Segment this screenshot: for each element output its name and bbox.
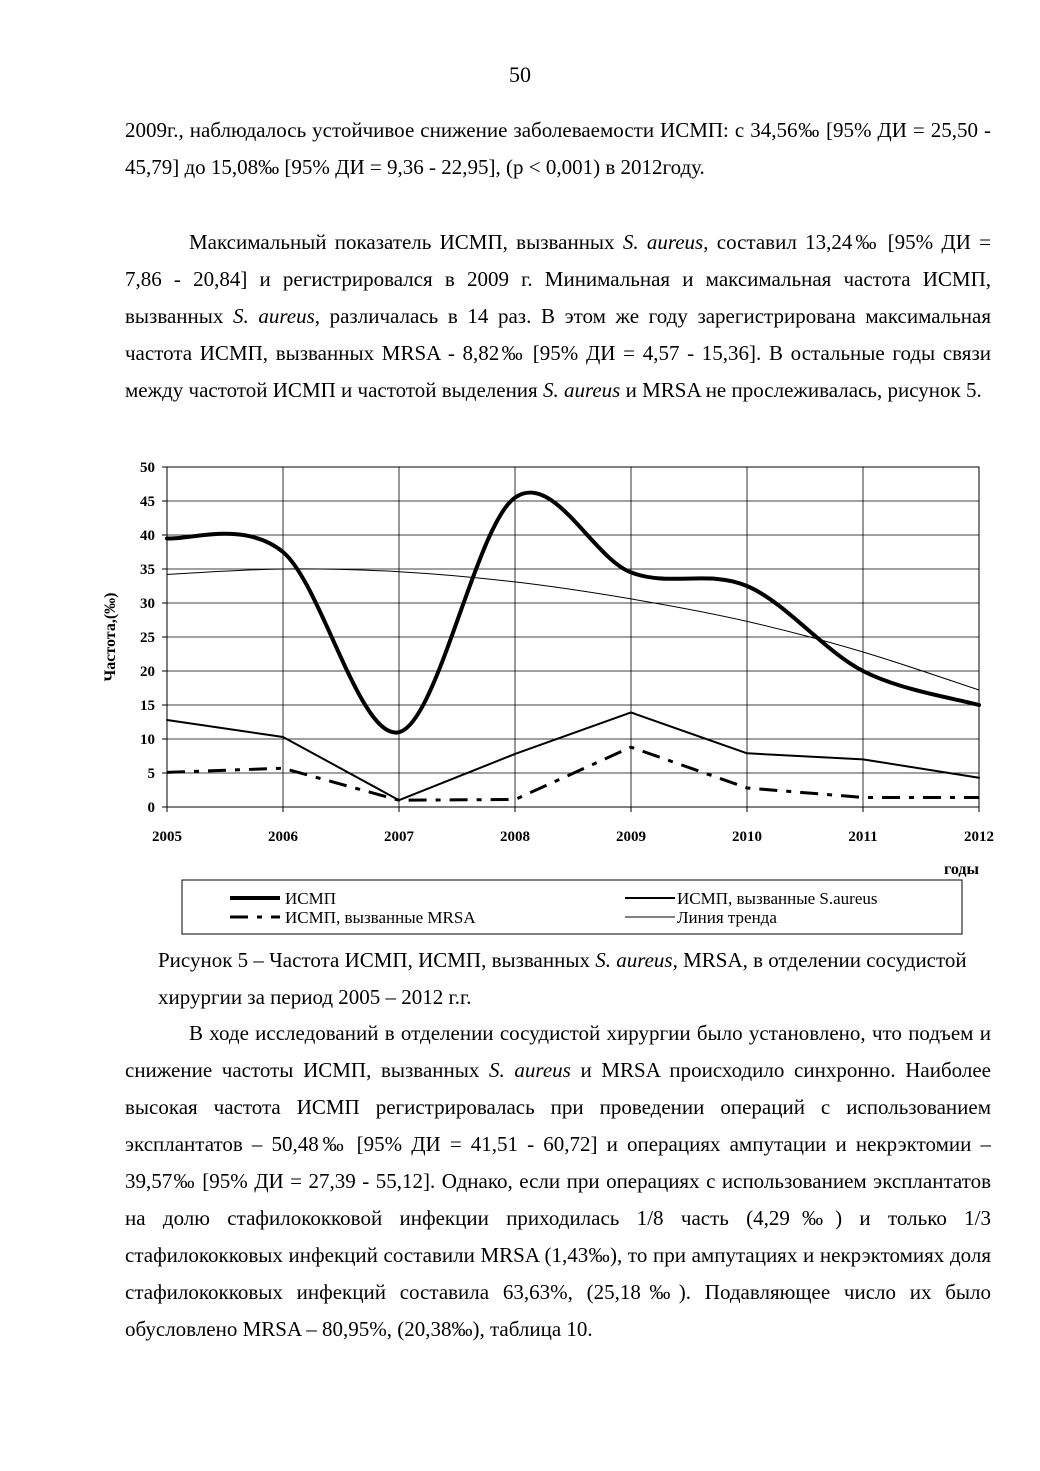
paragraph-1-text: 2009г., наблюдалось устойчивое снижение заболеваемости ИСМП: с 34,56‰ [95% ДИ = 25,50 - 45,79] до 15,08‰ [95% ДИ = 9,36 - 22,95], (р < 0,001) в 2012году. <box>125 118 991 179</box>
y-tick-label: 35 <box>140 562 155 578</box>
y-tick-label: 0 <box>147 800 155 816</box>
paragraph-2-text-1: Максимальный показатель ИСМП, вызванных <box>189 230 623 254</box>
x-tick-label: 2010 <box>732 829 762 845</box>
x-tick-label: 2012 <box>964 829 994 845</box>
paragraph-2-text-2: , составил 13,24‰ [95% ДИ = 7,86 - 20,84] и регистрировался в 2009 г. Минимальная и максимальная частота ИСМП, вызванных <box>125 230 992 328</box>
x-tick-label: 2009 <box>616 829 646 845</box>
series-line-trend <box>167 569 979 690</box>
caption-text-2: MRSA, в отделении сосудистой хирургии за период 2005 – 2012 г.г. <box>158 948 967 1009</box>
y-tick-label: 45 <box>140 494 155 510</box>
species-name: S. aureus, <box>595 948 678 972</box>
x-tick-label: 2011 <box>848 829 878 845</box>
y-tick-label: 10 <box>140 732 155 748</box>
species-name: S. aureus <box>489 1058 571 1082</box>
paragraph-2-text-3: , различалась в 14 раз. В этом же году зарегистрирована максимальная частота ИСМП, вызванных MRSA - 8,82‰ [95% ДИ = 4,57 - 15,36]. В остальные годы связи между частотой ИСМП и частотой выделения <box>125 304 991 402</box>
y-tick-label: 5 <box>147 766 155 782</box>
page-number: 50 <box>509 62 531 87</box>
chart-series <box>167 493 979 801</box>
paragraph-1 <box>125 112 991 186</box>
x-tick-label: 2006 <box>268 829 298 845</box>
paragraph-3 <box>125 1015 991 1348</box>
y-axis-title: Частота,(‰) <box>102 592 119 682</box>
frequency-chart <box>95 450 1015 940</box>
paragraph-2 <box>125 224 991 409</box>
x-axis-title: годы <box>944 861 979 878</box>
x-tick-label: 2007 <box>384 829 414 845</box>
legend-label-ismp: ИСМП <box>285 889 337 908</box>
series-line-ismp <box>167 493 979 733</box>
figure-caption <box>158 942 998 1016</box>
y-tick-label: 25 <box>140 630 155 646</box>
y-tick-label: 40 <box>140 528 155 544</box>
y-tick-label: 15 <box>140 698 155 714</box>
y-tick-label: 30 <box>140 596 155 612</box>
y-tick-label: 50 <box>140 460 155 476</box>
x-tick-label: 2008 <box>500 829 530 845</box>
series-line-mrsa <box>167 747 979 800</box>
paragraph-3-text-2: и MRSA происходило синхронно. Наиболее высокая частота ИСМП регистрировалась при проведении операций с использованием эксплантатов – 50,48‰ [95% ДИ = 41,51 - 60,72] и операциях ампутации и некрэктомии – 39,57‰ [95% ДИ = 27,39 - 55,12]. Однако, если при операциях с использованием эксплантатов на долю стафилококковой инфекции приходилась 1/8 часть (4,29‰) и только 1/3 стафилококковых инфекций составили MRSA (1,43‰), то при ампутациях и некрэктомиях доля стафилококковых инфекций составила 63,63%, (25,18‰). Подавляющее число их было обусловлено MRSA – 80,95%, (20,38‰), таблица 10. <box>125 1058 991 1341</box>
species-name: S. aureus <box>232 304 315 328</box>
caption-text-1: Рисунок 5 – Частота ИСМП, ИСМП, вызванных <box>158 948 596 972</box>
paragraph-2-text-4: и MRSA не прослеживалась, рисунок 5. <box>620 378 982 402</box>
legend-label-trend: Линия тренда <box>677 908 777 927</box>
chart-legend <box>182 880 962 934</box>
legend-label-mrsa: ИСМП, вызванные MRSA <box>285 908 476 927</box>
x-tick-label: 2005 <box>152 829 182 845</box>
y-tick-label: 20 <box>140 664 155 680</box>
paragraph-3-text-1: В ходе исследований в отделении сосудистой хирургии было установлено, что подъем и снижение частоты ИСМП, вызванных <box>125 1021 991 1082</box>
species-name: S. aureus <box>542 378 621 402</box>
series-line-saureus <box>167 712 979 800</box>
legend-label-saureus: ИСМП, вызванные S.aureus <box>677 889 878 908</box>
species-name: S. aureus <box>622 230 704 254</box>
